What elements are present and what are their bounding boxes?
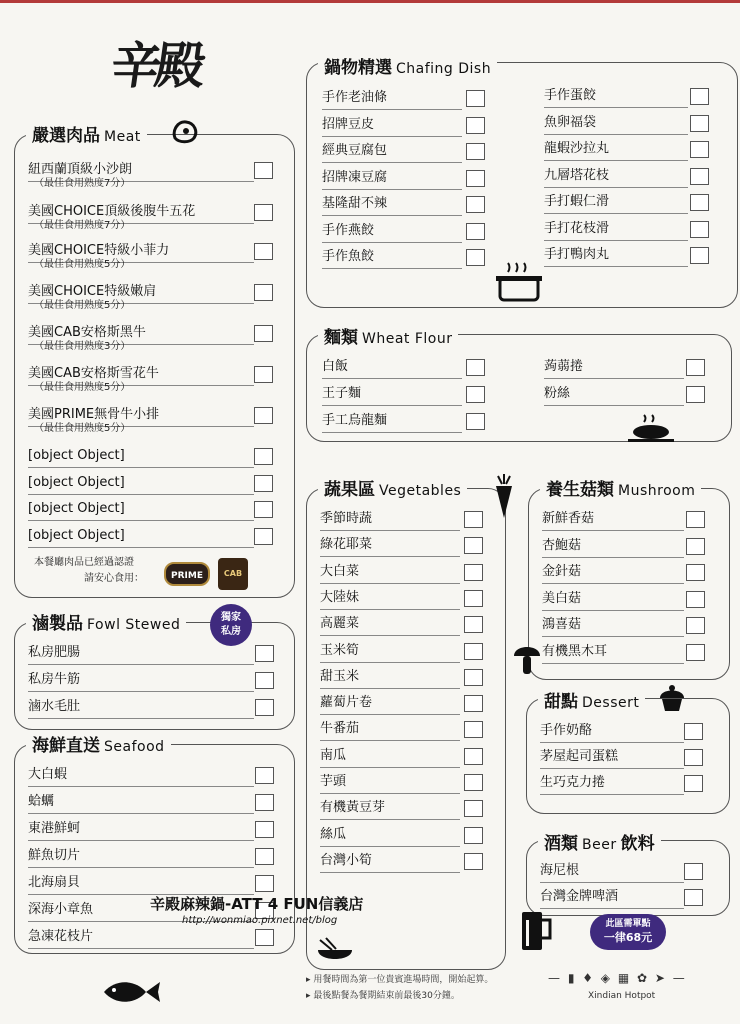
order-checkbox[interactable] [466,386,485,403]
menu-item [542,562,684,584]
order-checkbox[interactable] [466,223,485,240]
menu-item [544,139,688,161]
order-checkbox[interactable] [686,511,705,528]
order-checkbox[interactable] [686,591,705,608]
menu-item [28,202,254,231]
menu-item-name: 台灣金牌啤酒 [540,889,619,904]
menu-item [28,446,254,468]
order-checkbox[interactable] [464,537,483,554]
menu-item-note: （最佳食用熟度5分） [34,259,131,270]
menu-item-name: 蒟蒻捲 [544,359,584,374]
price-badge: 此區需單點 一律68元 [590,914,666,950]
order-checkbox[interactable] [690,221,709,238]
menu-item-name: 手作燕餃 [322,222,375,238]
order-checkbox[interactable] [255,929,274,946]
order-checkbox[interactable] [464,590,483,607]
order-checkbox[interactable] [690,115,709,132]
menu-item [320,535,460,557]
menu-item-name: 基隆甜不辣 [322,196,388,211]
menu-item-name: 鴻喜菇 [542,617,582,632]
menu-item [28,499,254,521]
menu-item-name: 東港鮮蚵 [28,821,81,836]
menu-item [320,851,460,873]
menu-item-name: 手打花枝滑 [544,220,610,236]
veg-title: 蔬果區 Vegetables [318,480,467,501]
logo: 辛殿 [107,36,204,95]
menu-item [322,221,462,243]
menu-item [28,873,254,895]
menu-item [540,721,684,743]
menu-item [28,819,254,841]
meat-title: 嚴選肉品 Meat [26,126,147,147]
menu-item-note: （最佳食用熟度7分） [34,178,131,189]
menu-item-name: 手作老油條 [322,90,388,105]
menu-item-name: 生巧克力捲 [540,775,606,790]
order-checkbox[interactable] [254,448,273,465]
order-checkbox[interactable] [255,699,274,716]
footer-note-1: ▸ 用餐時間為第一位貴賓進場時間，開始起算。 [306,975,494,985]
menu-item-name: 海尼根 [540,863,580,878]
menu-item [320,641,460,663]
order-checkbox[interactable] [255,767,274,784]
beer-mug-icon [518,906,554,952]
menu-item-name: 手打蝦仁滑 [544,194,610,209]
order-checkbox[interactable] [464,748,483,765]
menu-item-name: 金針菇 [542,564,582,579]
order-checkbox[interactable] [255,672,274,689]
chafing-title: 鍋物精選 Chafing Dish [318,58,497,79]
order-checkbox[interactable] [255,821,274,838]
menu-item-name: 龍蝦沙拉丸 [544,141,610,156]
meat-cert-line1: 本餐廳肉品已經過認證 [34,557,134,568]
menu-item [28,405,254,434]
order-checkbox[interactable] [466,249,485,266]
menu-item-name: 九層塔花枝 [544,167,610,183]
menu-item [320,772,460,794]
menu-item [320,746,460,768]
menu-item [540,773,684,795]
menu-item [28,792,254,814]
order-checkbox[interactable] [466,170,485,187]
menu-item-name: 私房牛筋 [28,672,81,687]
menu-item-name: 大陸妹 [320,589,360,605]
menu-item-name: 甜玉米 [320,668,360,684]
menu-item-name: 私房肥腸 [28,645,81,660]
footer-note-2: ▸ 最後點餐為餐期結束前最後30分鐘。 [306,991,460,1001]
menu-item-name: 新鮮香菇 [542,511,595,526]
fowl-badge: 獨家 私房 [210,604,252,646]
menu-item-note: （最佳食用熟度7分） [34,220,131,231]
order-checkbox[interactable] [464,774,483,791]
menu-item-name: 招牌豆皮 [322,116,375,132]
cupcake-icon [658,684,686,712]
order-checkbox[interactable] [686,644,705,661]
wheat-title: 麵類 Wheat Flour [318,328,458,349]
menu-item [542,615,684,637]
order-checkbox[interactable] [686,386,705,403]
order-checkbox[interactable] [690,194,709,211]
order-checkbox[interactable] [464,616,483,633]
seafood-title: 海鮮直送 Seafood [26,736,171,757]
menu-item-name: 鮮魚切片 [28,848,81,863]
order-checkbox[interactable] [684,889,703,906]
menu-item [544,219,688,241]
hotpot-icon [494,262,544,306]
menu-item-name: 綠花耶菜 [320,537,373,553]
order-checkbox[interactable] [464,564,483,581]
order-checkbox[interactable] [254,407,273,424]
menu-item-name: 手打鴨肉丸 [544,247,610,262]
meat-cert-line2: 請安心食用： [84,573,144,584]
top-border [0,0,740,3]
menu-item-name: 美國PRIME無骨牛小排 [28,407,160,422]
menu-item-name: [object Object] [28,528,125,543]
footer-brand: Xindian Hotpot [588,991,656,1001]
order-checkbox[interactable] [255,848,274,865]
menu-item-name: 手作奶酪 [540,723,593,738]
menu-item [544,384,684,406]
order-checkbox[interactable] [254,501,273,518]
menu-item [28,526,254,548]
order-checkbox[interactable] [686,564,705,581]
menu-item-name: 急凍花枝片 [28,929,94,944]
menu-item [542,589,684,611]
order-checkbox[interactable] [684,863,703,880]
mushroom-title: 養生菇類 Mushroom [540,480,701,501]
menu-item [540,747,684,769]
menu-item-name: 招牌凍豆腐 [322,169,388,185]
menu-item [28,282,254,311]
menu-item-name: 經典豆腐包 [322,143,388,158]
menu-item-name: 絲瓜 [320,826,347,842]
order-checkbox[interactable] [464,643,483,660]
menu-item [322,247,462,269]
carrot-icon [492,474,516,520]
menu-item [320,719,460,741]
menu-item [28,364,254,393]
menu-item [322,115,462,137]
menu-item-name: 有機黃豆芽 [320,800,386,816]
menu-item [322,88,462,110]
menu-item-name: 北海扇貝 [28,875,81,890]
fish-icon [102,978,162,1006]
menu-item [320,509,460,531]
menu-item [540,861,684,883]
menu-item-name: [object Object] [28,475,125,490]
order-checkbox[interactable] [254,162,273,179]
menu-item [28,927,254,949]
menu-item-note: （最佳食用熟度5分） [34,382,131,393]
menu-item-name: 美白菇 [542,590,582,606]
menu-item-name: 美國CAB安格斯雪花牛 [28,366,159,381]
menu-item-name: 高麗菜 [320,616,360,632]
menu-item [322,384,462,406]
order-checkbox[interactable] [466,359,485,376]
menu-item-name: 牛番茄 [320,721,360,737]
menu-item-name: 美國CHOICE特級嫩肩 [28,284,157,299]
order-checkbox[interactable] [255,794,274,811]
mushroom-icon [512,642,542,676]
cab-logo: CAB [218,558,248,590]
menu-item [28,697,254,719]
order-checkbox[interactable] [466,413,485,430]
order-checkbox[interactable] [464,853,483,870]
order-checkbox[interactable] [686,617,705,634]
menu-item [320,588,460,610]
order-checkbox[interactable] [466,143,485,160]
order-checkbox[interactable] [464,695,483,712]
footer-icons: — ▮ ♦ ◈ ▦ ✿ ➤ — [548,971,687,985]
menu-item-name: 粉絲 [544,386,571,401]
menu-item-name: 美國CHOICE頂級後腹牛五花 [28,204,196,219]
menu-item [544,245,688,267]
menu-item-name: 手作蛋餃 [544,88,597,103]
order-checkbox[interactable] [464,511,483,528]
beer-title: 酒類 Beer 飲料 [538,834,661,855]
menu-item-name: 手工烏龍麵 [322,413,388,428]
menu-item-name: 季節時蔬 [320,511,373,526]
menu-item-name: 深海小章魚 [28,902,94,917]
order-checkbox[interactable] [686,359,705,376]
menu-item-name: [object Object] [28,448,125,463]
menu-item-name: 台灣小筍 [320,852,373,868]
menu-item [320,667,460,689]
order-checkbox[interactable] [686,538,705,555]
menu-item [28,160,254,189]
menu-item [28,241,254,270]
fowl-title: 滷製品 Fowl Stewed [26,614,186,635]
order-checkbox[interactable] [464,721,483,738]
meat-icon [170,118,200,146]
order-checkbox[interactable] [464,669,483,686]
order-checkbox[interactable] [684,775,703,792]
menu-item [320,562,460,584]
menu-item-name: 美國CAB安格斯黑牛 [28,325,146,340]
menu-item-name: 紐西蘭頂級小沙朗 [28,162,133,177]
prime-logo: PRIME [164,562,210,586]
menu-item-name: 玉米筍 [320,642,360,658]
menu-item [322,357,462,379]
menu-item-name: 杏鮑菇 [542,537,582,553]
menu-item [544,357,684,379]
menu-item-name: 白飯 [322,359,349,374]
menu-item [544,192,688,214]
menu-item-note: （最佳食用熟度5分） [34,423,131,434]
order-checkbox[interactable] [466,90,485,107]
menu-item [542,509,684,531]
menu-item-name: 大白蝦 [28,767,68,782]
menu-item [28,846,254,868]
menu-item-name: 蛤蠣 [28,794,55,809]
menu-item-name: 手作魚餃 [322,249,375,264]
menu-item [28,643,254,665]
menu-item-name: 滷水毛肚 [28,699,81,714]
menu-item-name: 南瓜 [320,747,347,763]
menu-item [322,141,462,163]
order-checkbox[interactable] [254,284,273,301]
menu-item [320,614,460,636]
order-checkbox[interactable] [255,645,274,662]
order-checkbox[interactable] [690,168,709,185]
noodle-icon [626,414,676,446]
order-checkbox[interactable] [684,723,703,740]
menu-item-name: 茅屋起司蛋糕 [540,749,619,764]
order-checkbox[interactable] [254,475,273,492]
menu-item [28,473,254,495]
menu-item-note: （最佳食用熟度3分） [34,341,131,352]
order-checkbox[interactable] [464,827,483,844]
menu-item-name: 大白菜 [320,563,360,579]
dessert-title: 甜點 Dessert [538,692,645,713]
menu-item-name: 王子麵 [322,386,362,401]
menu-item [544,166,688,188]
order-checkbox[interactable] [464,800,483,817]
menu-item [540,887,684,909]
menu-item-name: 芋頭 [320,774,347,789]
menu-item-name: [object Object] [28,501,125,516]
order-checkbox[interactable] [466,196,485,213]
menu-item-name: 有機黑木耳 [542,643,608,659]
menu-item [544,113,688,135]
watermark-url: http://wonmiao.pixnet.net/blog [182,915,338,926]
menu-item [322,411,462,433]
order-checkbox[interactable] [690,141,709,158]
menu-item-name: 魚卵福袋 [544,114,597,130]
menu-item [322,168,462,190]
order-checkbox[interactable] [254,366,273,383]
watermark: 辛殿麻辣鍋-ATT 4 FUN信義店 [150,895,364,913]
menu-item [544,86,688,108]
order-checkbox[interactable] [255,875,274,892]
menu-item [320,798,460,820]
order-checkbox[interactable] [690,247,709,264]
order-checkbox[interactable] [466,117,485,134]
menu-item [322,194,462,216]
menu-item [28,323,254,352]
menu-item [320,825,460,847]
menu-item [28,670,254,692]
order-checkbox[interactable] [254,204,273,221]
menu-item-name: 美國CHOICE特級小菲力 [28,243,170,258]
bowl-icon [316,936,354,966]
order-checkbox[interactable] [254,528,273,545]
menu-item-name: 蘿蔔片卷 [320,695,373,711]
menu-item [28,765,254,787]
menu-item [542,642,684,664]
order-checkbox[interactable] [684,749,703,766]
menu-item [542,536,684,558]
menu-item-note: （最佳食用熟度5分） [34,300,131,311]
order-checkbox[interactable] [254,325,273,342]
order-checkbox[interactable] [690,88,709,105]
order-checkbox[interactable] [254,243,273,260]
menu-item [320,693,460,715]
